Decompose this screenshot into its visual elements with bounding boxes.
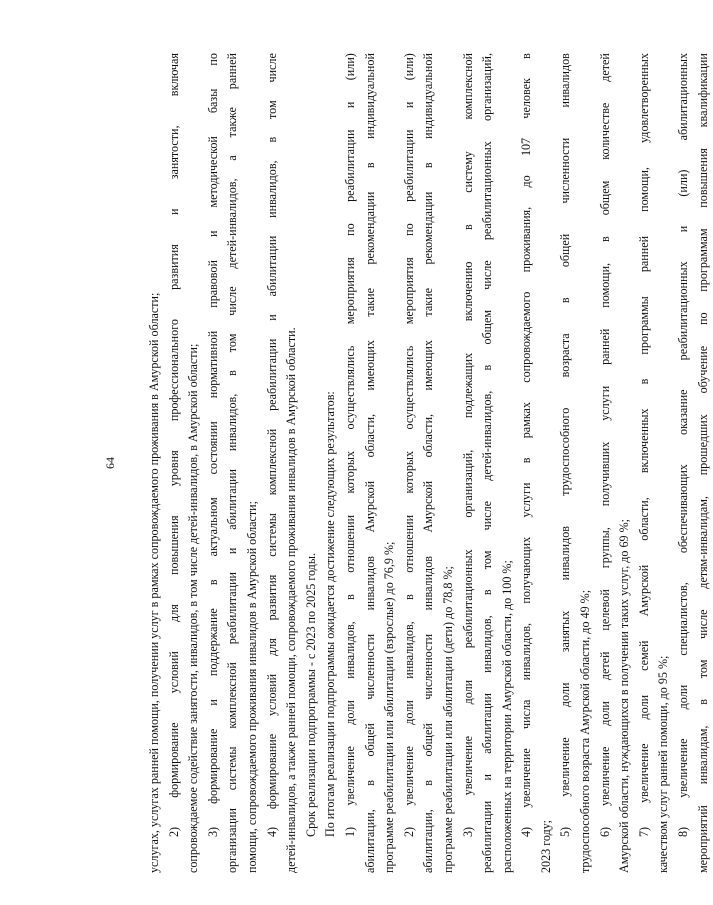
text-line: организации системы комплексной реабилитации и абилитации инвалидов, в том числе детей-инвалидов, а также ранней — [225, 53, 240, 873]
text-line: услугах, услугах ранней помощи, получении услуг в рамках сопровождаемого проживания в Амурской области; — [147, 292, 161, 873]
text-line: 6) увеличение доли детей целевой группы, получивших услуги ранней помощи, в общем количестве детей — [597, 53, 612, 837]
text-line: 4) формирование условий для развития системы комплексной реабилитации и абилитации инвалидов, в том числе — [264, 53, 279, 837]
text-line: абилитации, в общей численности инвалидов Амурской области, имеющих такие рекомендации в индивидуальной — [362, 53, 377, 873]
text-line: По итогам реализации подпрограммы ожидается достижение следующих результатов: — [323, 391, 338, 837]
text-line: 2) увеличение доли инвалидов, в отношении которых осуществлялись мероприятия по реабилитации и (или) — [401, 53, 416, 837]
rotated-content — [103, 53, 710, 873]
text-line: реабилитации и абилитации инвалидов, в том числе детей-инвалидов, в общем числе реабилитационных организаций, — [480, 53, 495, 873]
document-body — [145, 53, 713, 873]
text-line: 4) увеличение числа инвалидов, получающих услуги в рамках сопровождаемого проживания, до 107 человек в — [519, 53, 534, 837]
text-line: 3) увеличение доли реабилитационных организаций, подлежащих включению в систему комплексной — [460, 53, 475, 837]
text-line: 3) формирование и поддержание в актуальном состоянии нормативной правовой и методической базы по — [205, 53, 220, 837]
text-line: 2) формирование условий для повышения уровня профессионального развития и занятости, включая — [166, 53, 181, 837]
text-line: качеством услуг ранней помощи, до 95 %; — [656, 655, 671, 873]
text-line: расположенных на территории Амурской области, до 100 %; — [499, 560, 514, 873]
text-line: мероприятий инвалидам, в том числе детям-инвалидам, прошедших обучение по программам повышения квалификации — [695, 53, 710, 873]
text-line: Срок реализации подпрограммы - с 2023 по 2025 годы. — [303, 553, 318, 837]
page-number: 64 — [103, 457, 117, 469]
text-line: 8) увеличение доли специалистов, обеспечивающих оказание реабилитационных и (или) абилитационных — [676, 53, 691, 837]
text-line: трудоспособного возраста Амурской области, до 49 %; — [578, 589, 593, 873]
text-line: абилитации, в общей численности инвалидов Амурской области, имеющих такие рекомендации в индивидуальной — [421, 53, 436, 873]
text-line: программе реабилитации или абилитации (дети) до 78,8 %; — [440, 566, 455, 873]
text-line: 1) увеличение доли инвалидов, в отношении которых осуществлялись мероприятия по реабилитации и (или) — [342, 53, 357, 837]
text-line: 2023 году; — [538, 820, 553, 873]
text-line: детей-инвалидов, а также ранней помощи, сопровождаемого проживания инвалидов в Амурской области. — [284, 327, 299, 873]
text-line: Амурской области, нуждающихся в получении таких услуг, до 69 %; — [617, 518, 632, 873]
text-line: сопровождаемое содействие занятости, инвалидов, в том числе детей-инвалидов, в Амурской области; — [186, 343, 201, 873]
text-line: программе реабилитации или абилитации (взрослые) до 76,9 %; — [382, 541, 397, 873]
text-line: 7) увеличение доли семей Амурской области, включенных в программы ранней помощи, удовлетворенных — [636, 53, 651, 837]
text-line: 5) увеличение доли занятых инвалидов трудоспособного возраста в общей численности инвалидов — [558, 53, 573, 837]
text-line: помощи, сопровождаемого проживания инвалидов в Амурской области; — [244, 501, 259, 873]
